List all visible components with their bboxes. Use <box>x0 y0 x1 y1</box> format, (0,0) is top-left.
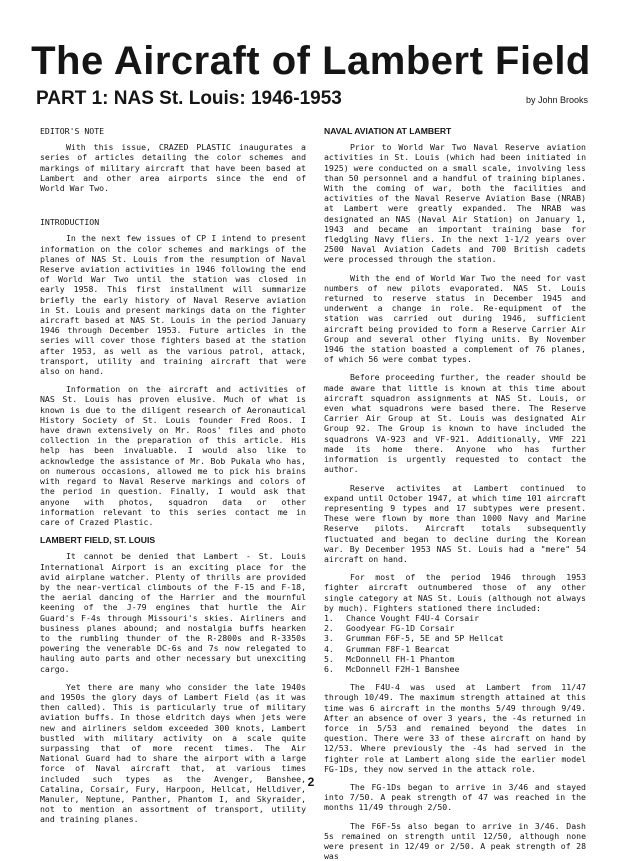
editors-note-paragraph: With this issue, CRAZED PLASTIC inaugurates a series of articles detailing the color schemes and markings of military aircraft that have been based at Lambert and other area airports since the end of World War Two. <box>40 142 306 194</box>
lambert-field-paragraph-1: It cannot be denied that Lambert - St. Louis International Airport is an exciting place for the avid airplane watcher. Plenty of thrills are provided by the near-vertical climbouts of the F-15 and F-18, the aerial dancing of the Harrier and the mournful keening of the J-79 engines that hurtle the Air Guard's F-4s through Missouri's skies. Airliners and business planes abound; and nostalgia buffs hearken to the rumbling thunder of the R-2800s and R-3350s powering the venerable DC-6s and 7s now relegated to hauling auto parts and other necessary but unexciting cargo. <box>40 551 306 674</box>
naval-aviation-paragraph-5: For most of the period 1946 through 1953 fighter aircraft outnumbered those of any other single category at NAS St. Louis (although not always by much). Fighters stationed there included: <box>324 572 586 613</box>
fighter-list <box>324 613 586 674</box>
naval-aviation-paragraph-3: Before proceeding further, the reader should be made aware that little is known at this time about aircraft squadron assignments at NAS St. Louis, or even what squadrons were based there. The Reserve Carrier Air Group at St. Louis was designated Air Group 92. The Group is known to have included the squadrons VA-923 and VF-921. Additionally, VMF 221 made its home there. Anyone who has further information is urgently requested to contact the author. <box>324 372 586 475</box>
article-title: The Aircraft of Lambert Field <box>31 39 591 83</box>
naval-aviation-paragraph-2: With the end of World War Two the need for vast numbers of new pilots evaporated. NAS St. Louis returned to reserve status in December 1945 and underwent a change in role. Re-equipment of the station was carried out during 1946, sufficient aircraft being provided to form a Reserve Carrier Air Group and several other flying units. By November 1946 the station boasted a complement of 76 planes, of which 56 were combat types. <box>324 272 586 365</box>
list-item: 5. McDonnell FH-1 Phantom <box>324 653 455 664</box>
page-number: 2 <box>307 775 315 789</box>
list-item: 1. Chance Vought F4U-4 Corsair <box>324 612 480 623</box>
right-column <box>324 126 586 861</box>
introduction-heading: INTRODUCTION <box>40 217 100 228</box>
editors-note-heading: EDITOR'S NOTE <box>40 126 105 136</box>
article-subtitle: PART 1: NAS St. Louis: 1946-1953 <box>36 88 342 109</box>
introduction-paragraph-2: Information on the aircraft and activities of NAS St. Louis has proven elusive. Much of what is known is due to the diligent research of Aeronautical History Society of St. Louis founder Fred Roos. I have drawn extensively on Mr. Roos' files and photo collection in the preparation of this article. His help has been invaluable. I would also like to acknowledge the assistance of Mr. Bob Pukala who has, on numerous occasions, allowed me to pick his brains with regard to Naval Reserve markings and colors of the period in question. Finally, I would ask that anyone with photos, squadron data or other information relevant to this series contact me in care of Crazed Plastic. <box>40 384 306 527</box>
lambert-field-paragraph-2: Yet there are many who consider the late 1940s and 1950s the glory days of Lambert Field (as it was then called). This is particularly true of military aviation buffs. In those eldritch days when jets were new and airliners seldom exceeded 300 knots, Lambert bustled with military activity on a scale quite surpassing that of more recent times. The Air National Guard had to share the airport with a large force of Naval aircraft that, at various times included such types as the Avenger, Banshee, Catalina, Corsair, Fury, Harpoon, Hellcat, Helldiver, Manuler, Neptune, Panther, Phantom I, and Skyraider, not to mention an assortment of transport, utility and training planes. <box>40 681 306 825</box>
fg-1d-paragraph: The FG-1Ds began to arrive in 3/46 and stayed into 7/50. A peak strength of 47 was reached in the months 11/49 through 2/50. <box>324 781 586 813</box>
naval-aviation-paragraph-4: Reserve activites at Lambert continued to expand until October 1947, at which time 101 aircraft representing 9 types and 17 subtypes were present. These were flown by more than 1000 Navy and Marine Reserve pilots. Aircraft totals subsequently fluctuated and began to decline during the Korean war. By December 1953 NAS St. Louis had a "mere" 54 aircraft on hand. <box>324 482 586 564</box>
list-item: 3. Grumman F6F-5, 5E and 5P Hellcat <box>324 633 504 644</box>
introduction-paragraph-1: In the next few issues of CP I intend to present information on the color schemes and markings of the planes of NAS St. Louis from the resumption of Naval Reserve aviation activities in 1946 following the end of World War Two until the station was closed in early 1958. This first installment will summarize briefly the early history of Naval Reserve aviation in St. Louis and present markings data on the fighter aircraft based at NAS St. Louis in the period January 1946 through December 1953. Future articles in the series will cover those fighters based at the station after 1953, as well as the various patrol, attack, transport, utility and training aircraft that were also on hand. <box>40 233 306 377</box>
list-item: 2. Goodyear FG-1D Corsair <box>324 623 455 634</box>
left-column <box>40 126 306 825</box>
lambert-field-heading: LAMBERT FIELD, ST. LOUIS <box>40 535 156 546</box>
list-item: 4. Grumman F8F-1 Bearcat <box>324 643 450 654</box>
list-item: 6. McDonnell F2H-1 Banshee <box>324 663 460 674</box>
author-byline: by John Brooks <box>526 95 589 105</box>
naval-aviation-heading: NAVAL AVIATION AT LAMBERT <box>324 126 452 136</box>
f6f-5-paragraph: The F6F-5s also began to arrive in 3/46. Dash 5s remained on strength until 12/50, although none were present in 12/49 or 2/50. A peak strength of 28 was <box>324 820 586 861</box>
naval-aviation-paragraph-1: Prior to World War Two Naval Reserve aviation activities in St. Louis (which had been initiated in 1925) were conducted on a small scale, involving less than 50 personnel and a handful of training biplanes. With the coming of war, both the facilities and activities of the Naval Reserve Aviation Base (NRAB) at Lambert were greatly expanded. The NRAB was designated an NAS (Naval Air Station) on January 1, 1943 and became an important training base for fledgling Navy fliers. In the next 1-1/2 years over 2500 Naval Aviation Cadets and 700 British cadets were processed through the station. <box>324 142 586 265</box>
f4u-4-paragraph: The F4U-4 was used at Lambert from 11/47 through 10/49. The maximum strength attained at this time was 6 aircraft in the months 5/49 through 9/49. After an absence of over 3 years, the -4s returned in force in 5/53 and remained beyond the dates in question. There were 33 of these aircraft on hand by 12/53. Where previously the -4s had served in the fighter role at Lambert along side the earlier model FG-1Ds, they now served in the attack role. <box>324 682 586 774</box>
